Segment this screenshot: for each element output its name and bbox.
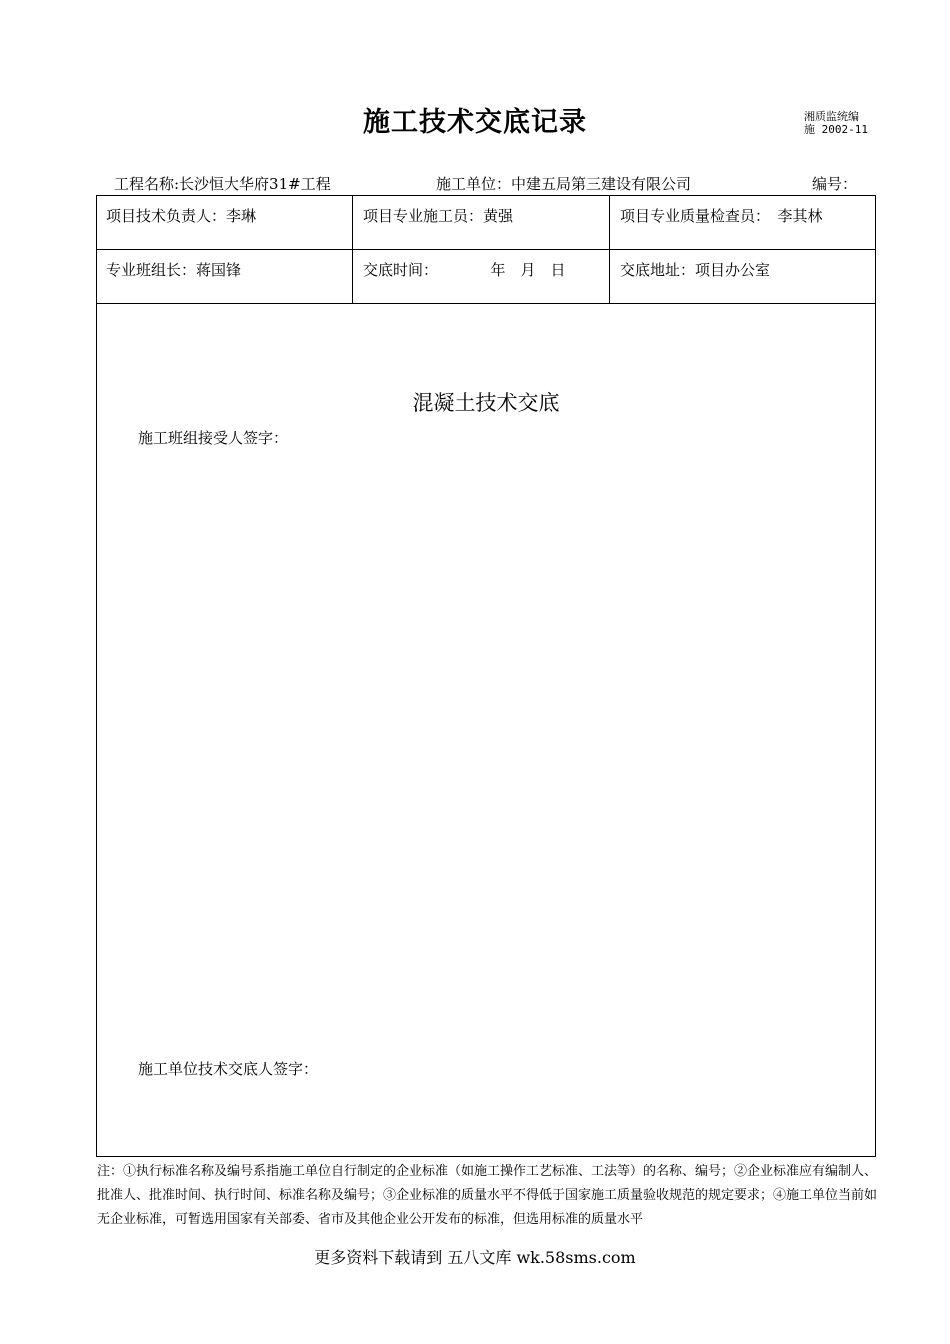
page-title: 施工技术交底记录 xyxy=(363,107,587,138)
disclosure-time-cell: 交底时间： 年 月 日 xyxy=(363,261,566,279)
footer-link-text: 更多资料下载请到 五八文库 wk.58sms.com xyxy=(314,1248,636,1267)
quality-inspector-cell: 项目专业质量检查员： 李其林 xyxy=(620,207,823,225)
form-code xyxy=(804,110,868,136)
form-code-line1: 湘质监统编 xyxy=(804,110,859,123)
discloser-signature-label: 施工单位技术交底人签字： xyxy=(138,1060,319,1078)
record-number: 编号： xyxy=(812,175,858,193)
construction-unit: 施工单位：中建五局第三建设有限公司 xyxy=(436,175,692,193)
table-column-divider xyxy=(352,195,353,304)
tech-lead-cell: 项目技术负责人：李琳 xyxy=(106,207,257,225)
team-leader-cell: 专业班组长：蒋国锋 xyxy=(106,261,242,279)
receiver-signature-label: 施工班组接受人签字： xyxy=(138,429,289,447)
table-row-divider xyxy=(96,303,876,304)
form-code-line2: 施 2002-11 xyxy=(804,123,868,136)
disclosure-subtitle: 混凝土技术交底 xyxy=(412,391,560,415)
table-column-divider xyxy=(609,195,610,304)
project-name: 工程名称:长沙恒大华府31#工程 xyxy=(114,175,331,193)
record-table xyxy=(96,195,876,1157)
constructor-cell: 项目专业施工员：黄强 xyxy=(363,207,514,225)
disclosure-place-cell: 交底地址：项目办公室 xyxy=(620,261,771,279)
footnote: 注：①执行标准名称及编号系指施工单位自行制定的企业标准（如施工操作工艺标准、工法等）的名称、编号；②企业标准应有编制人、批准人、批准时间、执行时间、标准名称及编号；③企业标准的质量水平不得低于国家施工质量验收规范的规定要求；④施工单位当前如无企业标准，可暂选用国家有关部委、省市及其他企业公开发布的标准，但选用标准的质量水平 xyxy=(97,1164,878,1227)
table-row-divider xyxy=(96,249,876,250)
